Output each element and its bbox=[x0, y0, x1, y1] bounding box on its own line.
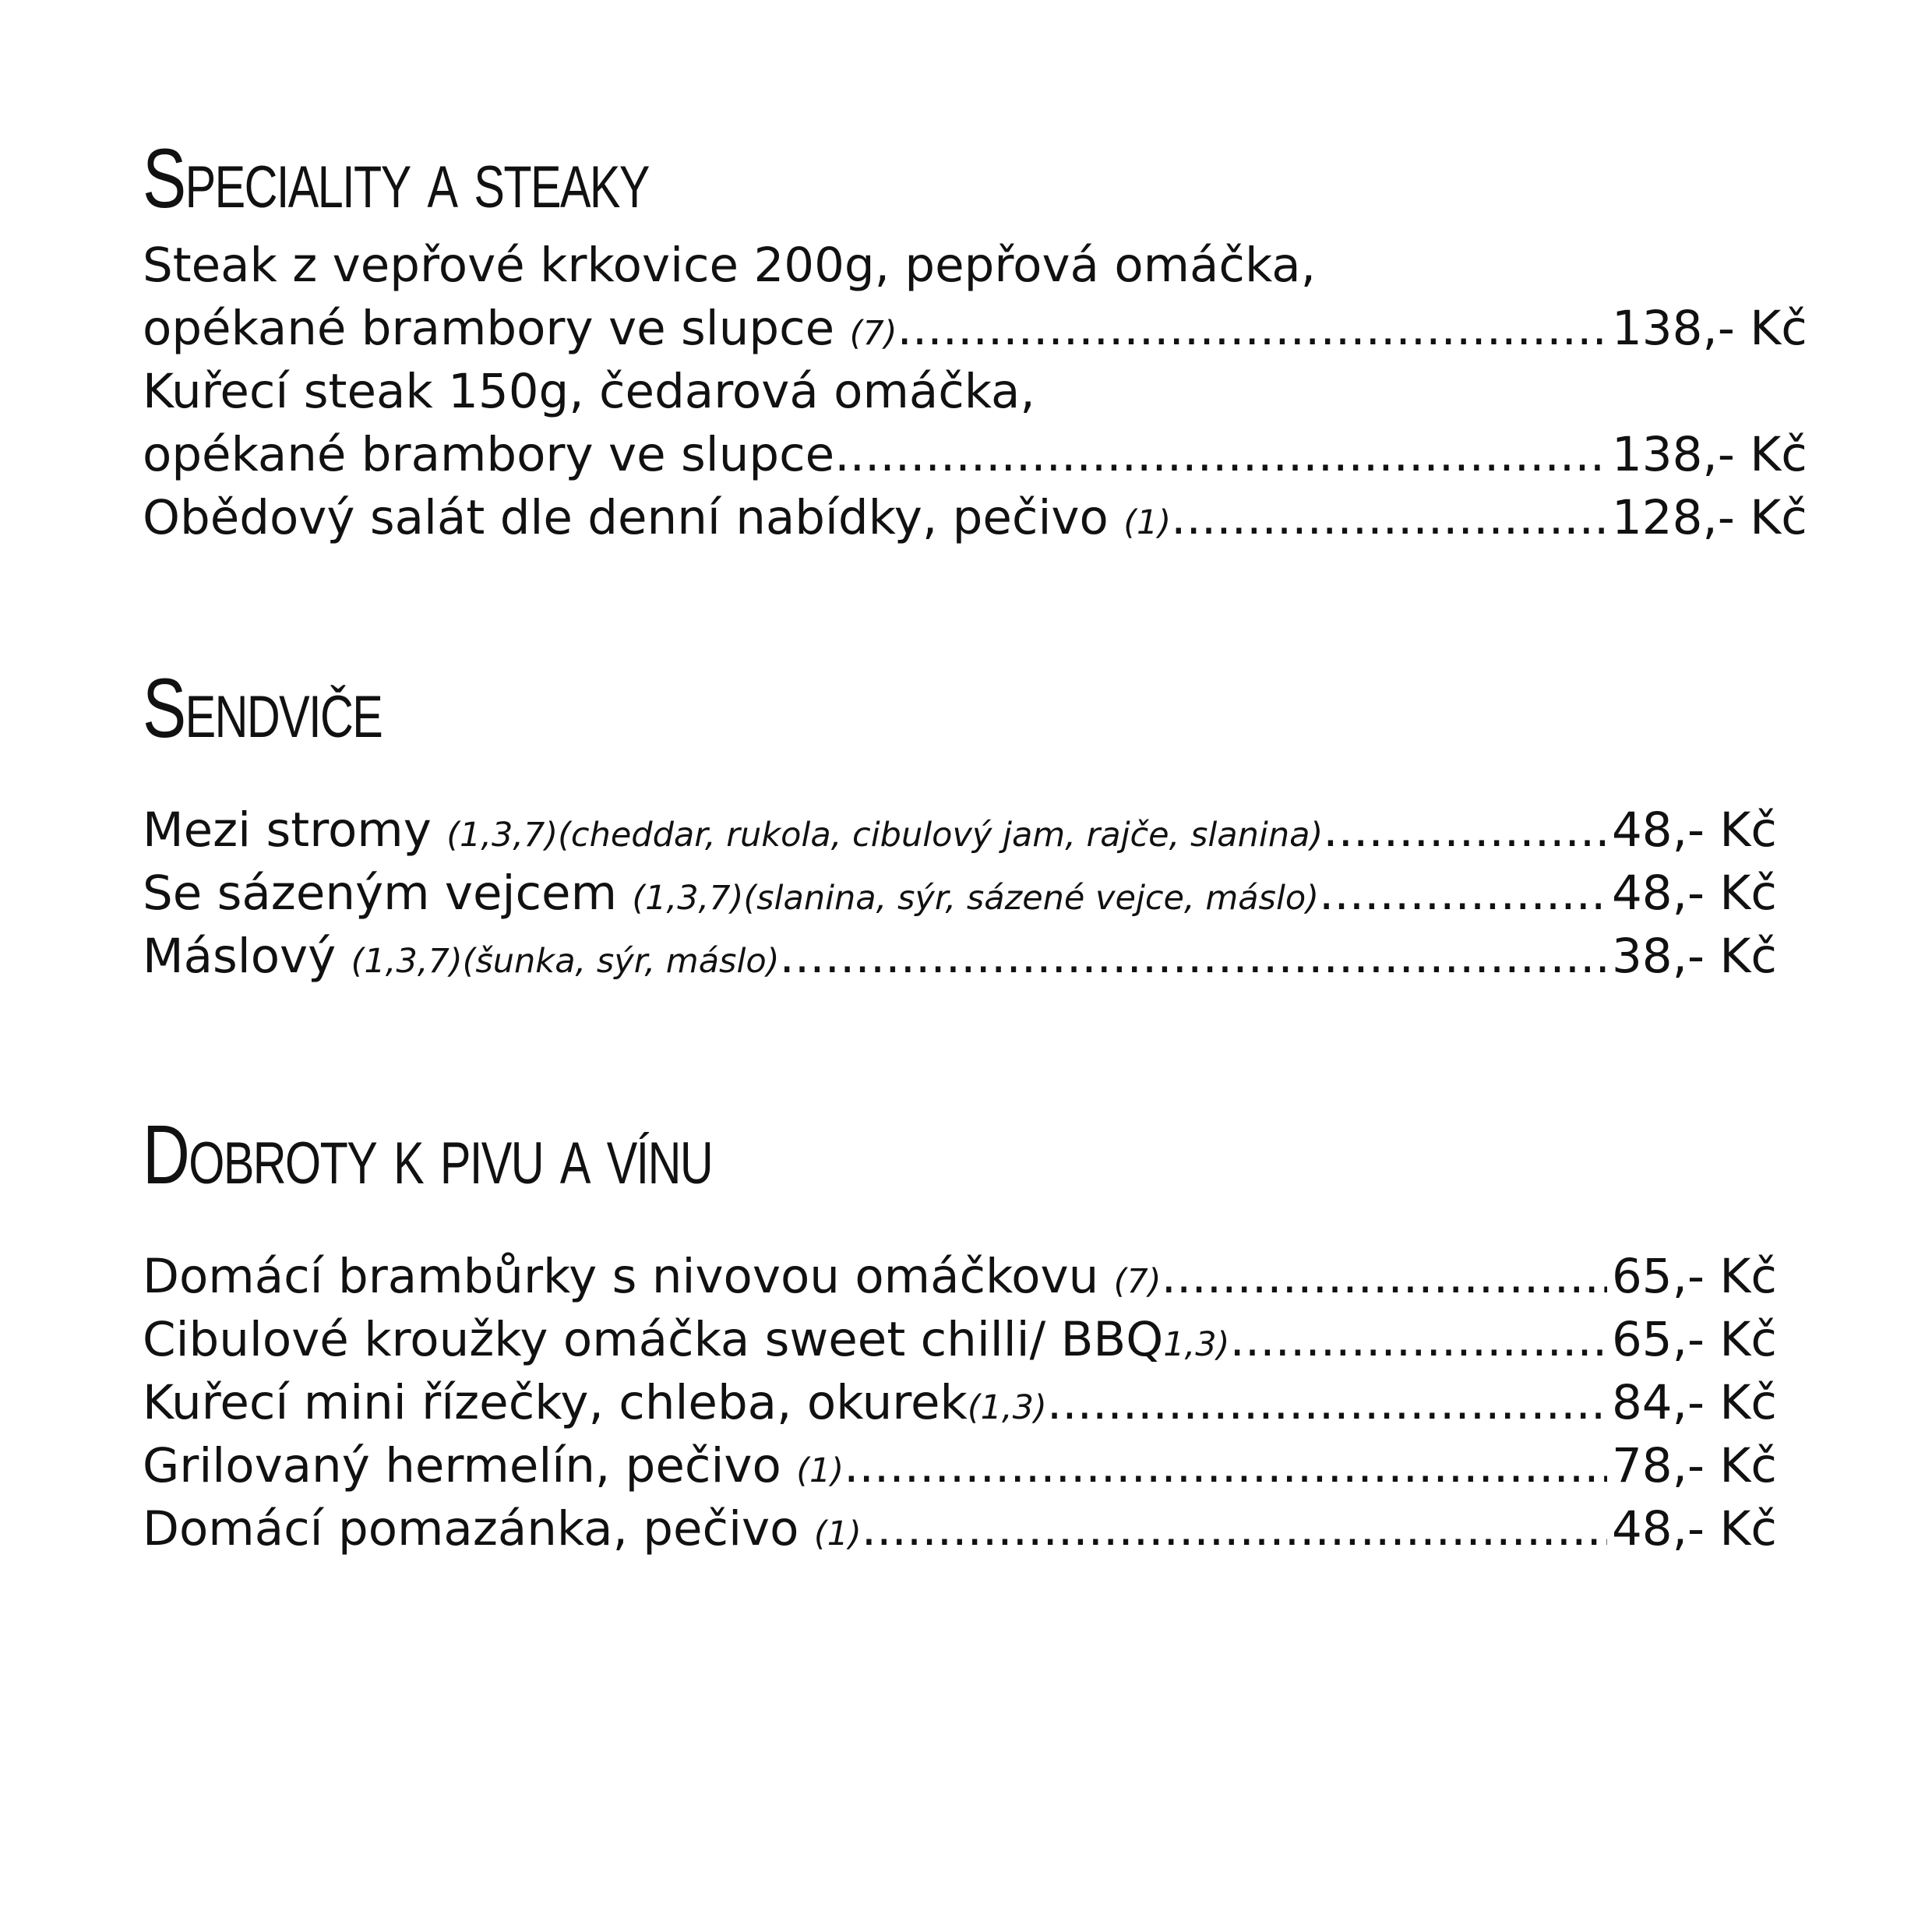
allergen-note: (1) bbox=[1123, 503, 1172, 542]
dot-leader bbox=[834, 423, 1607, 486]
section-title: Speciality a steaky bbox=[143, 131, 649, 225]
item-price: 138,- Kč bbox=[1612, 301, 1807, 356]
menu-item bbox=[143, 1371, 1817, 1434]
dot-leader bbox=[1319, 862, 1607, 925]
item-price: 38,- Kč bbox=[1612, 929, 1777, 984]
item-name bbox=[143, 297, 897, 365]
item-name-text: opékané brambory ve slupce bbox=[143, 301, 850, 356]
menu-page bbox=[143, 131, 1817, 1560]
item-name-text: Grilovaný hermelín, pečivo bbox=[143, 1438, 797, 1493]
allergen-note: (7) bbox=[1113, 1262, 1162, 1301]
allergen-note: 1,3) bbox=[1163, 1325, 1230, 1364]
item-price: 48,- Kč bbox=[1612, 1501, 1777, 1557]
dot-leader bbox=[1047, 1371, 1607, 1434]
allergen-note: (1) bbox=[796, 1451, 844, 1490]
item-name-text: Máslový bbox=[143, 929, 351, 984]
dot-leader bbox=[1162, 1245, 1607, 1308]
menu-item bbox=[143, 297, 1817, 360]
item-name bbox=[143, 1308, 1229, 1377]
item-name-text: Mezi stromy bbox=[143, 802, 447, 858]
item-price: 65,- Kč bbox=[1612, 1312, 1777, 1367]
dot-leader bbox=[1171, 486, 1607, 549]
menu-item bbox=[143, 1497, 1817, 1560]
item-name bbox=[143, 1371, 1047, 1440]
item-name-text: Kuřecí mini řízečky, chleba, okurek bbox=[143, 1375, 968, 1430]
allergen-note: (1,3,7)(šunka, sýr, máslo) bbox=[351, 942, 780, 981]
allergen-note: (7) bbox=[849, 314, 897, 353]
item-name bbox=[143, 1497, 862, 1566]
menu-item bbox=[143, 1434, 1817, 1497]
menu-item bbox=[143, 799, 1817, 862]
item-price: 48,- Kč bbox=[1612, 802, 1777, 858]
item-name bbox=[143, 423, 834, 492]
dot-leader bbox=[844, 1434, 1607, 1497]
menu-item bbox=[143, 862, 1817, 925]
item-name bbox=[143, 862, 1319, 930]
section-speciality bbox=[143, 131, 1817, 549]
item-price: 65,- Kč bbox=[1612, 1249, 1777, 1304]
section-dobroty bbox=[143, 1107, 1817, 1560]
menu-item bbox=[143, 1308, 1817, 1371]
section-title: Dobroty k pivu a vínu bbox=[143, 1107, 713, 1201]
allergen-note: (1) bbox=[813, 1514, 862, 1553]
item-name bbox=[143, 799, 1323, 867]
item-price: 138,- Kč bbox=[1612, 427, 1807, 482]
item-name-text: Domácí pomazánka, pečivo bbox=[143, 1501, 814, 1557]
dot-leader bbox=[1323, 799, 1607, 862]
item-name bbox=[143, 1245, 1162, 1313]
allergen-note: (1,3,7)(slanina, sýr, sázené vejce, máslo) bbox=[632, 879, 1319, 918]
item-name-text: Domácí brambůrky s nivovou omáčkovu bbox=[143, 1249, 1114, 1304]
section-sendvice bbox=[143, 661, 1817, 988]
allergen-note: (1,3) bbox=[967, 1388, 1047, 1427]
menu-item bbox=[143, 423, 1817, 486]
item-name-text: opékané brambory ve slupce bbox=[143, 427, 835, 482]
menu-item bbox=[143, 925, 1817, 988]
item-name-text: Se sázeným vejcem bbox=[143, 866, 633, 921]
item-name bbox=[143, 925, 779, 993]
item-name bbox=[143, 486, 1171, 555]
dot-leader bbox=[862, 1497, 1607, 1560]
item-price: 48,- Kč bbox=[1612, 866, 1777, 921]
item-description-line: Kuřecí steak 150g, čedarová omáčka, bbox=[143, 364, 1035, 419]
item-name-text: Cibulové kroužky omáčka sweet chilli/ BBQ bbox=[143, 1312, 1164, 1367]
item-name bbox=[143, 1434, 844, 1503]
dot-leader bbox=[779, 925, 1607, 988]
item-price: 78,- Kč bbox=[1612, 1438, 1777, 1493]
dot-leader bbox=[897, 297, 1607, 360]
item-price: 128,- Kč bbox=[1612, 490, 1807, 545]
item-price: 84,- Kč bbox=[1612, 1375, 1777, 1430]
item-name-text: Obědový salát dle denní nabídky, pečivo bbox=[143, 490, 1124, 545]
item-description-line: Steak z vepřové krkovice 200g, pepřová omáčka, bbox=[143, 238, 1316, 293]
section-title: Sendviče bbox=[143, 661, 383, 755]
dot-leader bbox=[1229, 1308, 1607, 1371]
menu-item bbox=[143, 486, 1817, 549]
allergen-note: (1,3,7)(cheddar, rukola, cibulový jam, rajče, slanina) bbox=[446, 816, 1324, 855]
menu-item bbox=[143, 1245, 1817, 1308]
